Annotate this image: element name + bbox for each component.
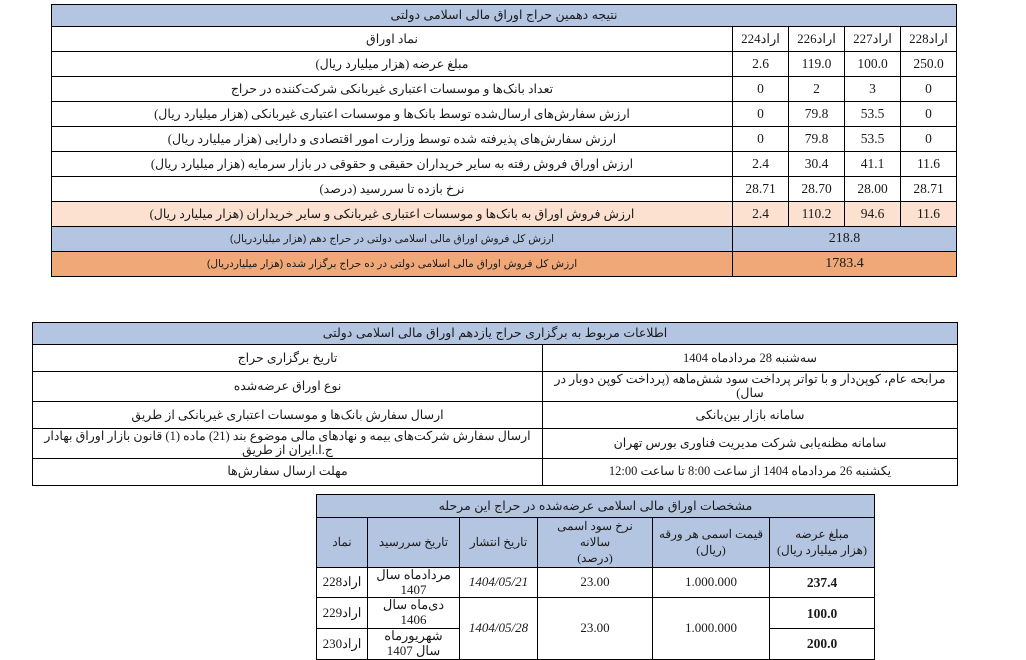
cell-value: 0 bbox=[901, 102, 957, 127]
table-row bbox=[51, 127, 956, 152]
bond-specs-table bbox=[316, 494, 875, 660]
cell-issue-date: 1404/05/21 bbox=[460, 567, 538, 598]
cell-value: 79.8 bbox=[789, 102, 845, 127]
cell-value: 2.6 bbox=[733, 52, 789, 77]
header-symbol: نماد bbox=[316, 518, 367, 568]
cell-value: 0 bbox=[733, 77, 789, 102]
table-row bbox=[316, 567, 874, 598]
cell-offer-amount: 100.0 bbox=[770, 598, 875, 629]
symbol-header-arad224: اراد224 bbox=[733, 27, 789, 52]
row-label: ارزش اوراق فروش رفته به سایر خریداران حقیقی و حقوقی در بازار سرمایه (هزار میلیارد ریال) bbox=[51, 152, 732, 177]
table-row bbox=[51, 52, 956, 77]
row-label: مبلغ عرضه (هزار میلیارد ریال) bbox=[51, 52, 732, 77]
cell-value: 53.5 bbox=[845, 127, 901, 152]
symbol-header-arad228: اراد228 bbox=[901, 27, 957, 52]
cell-value: 110.2 bbox=[789, 202, 845, 227]
cell-value: 30.4 bbox=[789, 152, 845, 177]
cell-value: 53.5 bbox=[845, 102, 901, 127]
bond-type-label: نوع اوراق عرضه‌شده bbox=[33, 372, 543, 402]
cell-symbol: اراد229 bbox=[316, 598, 367, 629]
bank-order-channel-value: سامانه بازار بین‌بانکی bbox=[543, 401, 958, 428]
auction-date-value: سه‌شنبه 28 مردادماه 1404 bbox=[543, 345, 958, 372]
cell-value: 0 bbox=[901, 127, 957, 152]
header-issue-date: تاریخ انتشار bbox=[460, 518, 538, 568]
table-row bbox=[316, 598, 874, 629]
table-row bbox=[51, 102, 956, 127]
cell-maturity-date: دی‌ماه سال 1406 bbox=[368, 598, 460, 629]
cell-coupon-rate: 23.00 bbox=[538, 567, 653, 598]
table-row bbox=[33, 345, 958, 372]
cell-value: 250.0 bbox=[901, 52, 957, 77]
cell-value: 28.71 bbox=[901, 177, 957, 202]
cell-value: 0 bbox=[733, 127, 789, 152]
cell-value: 3 bbox=[845, 77, 901, 102]
symbol-header-arad227: اراد227 bbox=[845, 27, 901, 52]
cell-value: 0 bbox=[733, 102, 789, 127]
row-label: ارزش فروش اوراق به بانک‌ها و موسسات اعتباری غیربانکی و سایر خریداران (هزار میلیارد ریال) bbox=[51, 202, 732, 227]
auction-result-title: نتیجه دهمین حراج اوراق مالی اسلامی دولتی bbox=[51, 5, 956, 27]
table-row bbox=[33, 428, 958, 458]
cell-value: 94.6 bbox=[845, 202, 901, 227]
table-row bbox=[51, 77, 956, 102]
table-row bbox=[51, 152, 956, 177]
table-row bbox=[316, 495, 874, 518]
cell-offer-amount: 200.0 bbox=[770, 629, 875, 660]
order-deadline-value: یکشنبه 26 مردادماه 1404 از ساعت 8:00 تا ساعت 12:00 bbox=[543, 458, 958, 485]
cell-offer-amount: 237.4 bbox=[770, 567, 875, 598]
auction-date-label: تاریخ برگزاری حراج bbox=[33, 345, 543, 372]
cell-maturity-date: مردادماه سال 1407 bbox=[368, 567, 460, 598]
table-row bbox=[51, 202, 956, 227]
cell-value: 28.71 bbox=[733, 177, 789, 202]
cell-symbol: اراد230 bbox=[316, 629, 367, 660]
header-face-value-line1: قیمت اسمی هر ورقه bbox=[658, 527, 764, 542]
table-row bbox=[33, 372, 958, 402]
cell-symbol: اراد228 bbox=[316, 567, 367, 598]
cell-value: 0 bbox=[901, 77, 957, 102]
cell-value: 2 bbox=[789, 77, 845, 102]
cell-coupon-rate: 23.00 bbox=[538, 598, 653, 660]
cell-face-value: 1.000.000 bbox=[653, 598, 770, 660]
header-coupon-rate bbox=[538, 518, 653, 568]
cell-face-value: 1.000.000 bbox=[653, 567, 770, 598]
cell-issue-date: 1404/05/28 bbox=[460, 598, 538, 660]
table-row bbox=[33, 458, 958, 485]
header-coupon-rate-line2: (درصد) bbox=[577, 551, 613, 566]
row-label: ارزش سفارش‌های ارسال‌شده توسط بانک‌ها و موسسات اعتباری غیربانکی (هزار میلیارد ریال) bbox=[51, 102, 732, 127]
row-label: نرخ بازده تا سررسید (درصد) bbox=[51, 177, 732, 202]
table-row bbox=[51, 27, 956, 52]
auction-result-table bbox=[51, 4, 957, 277]
symbol-header-arad226: اراد226 bbox=[789, 27, 845, 52]
auction-info-table bbox=[32, 322, 958, 486]
bond-specs-title: مشخصات اوراق مالی اسلامی عرضه‌شده در حراج این مرحله bbox=[316, 495, 874, 518]
cell-value: 100.0 bbox=[845, 52, 901, 77]
cell-value: 41.1 bbox=[845, 152, 901, 177]
cell-value: 2.4 bbox=[733, 202, 789, 227]
institution-order-channel-label: ارسال سفارش شرکت‌های بیمه و نهادهای مالی موضوع بند (21) ماده (1) قانون بازار اوراق بهادار ج.ا.ایران از طریق bbox=[33, 428, 543, 458]
cell-value: 11.6 bbox=[901, 152, 957, 177]
table-row bbox=[51, 5, 956, 27]
header-offer-amount bbox=[770, 518, 875, 568]
order-deadline-label: مهلت ارسال سفارش‌ها bbox=[33, 458, 543, 485]
header-face-value-line2: (ریال) bbox=[696, 543, 726, 558]
cell-value: 11.6 bbox=[901, 202, 957, 227]
cell-value: 28.70 bbox=[789, 177, 845, 202]
cell-value: 28.00 bbox=[845, 177, 901, 202]
bond-type-value: مرابحه عام، کوپن‌دار و با تواتر پرداخت سود شش‌ماهه (پرداخت کوپن دوبار در سال) bbox=[543, 372, 958, 402]
total-label-tenth-auction: ارزش کل فروش اوراق مالی اسلامی دولتی در حراج دهم (هزار میلیاردریال) bbox=[51, 227, 732, 252]
row-label: تعداد بانک‌ها و موسسات اعتباری غیربانکی شرکت‌کننده در حراج bbox=[51, 77, 732, 102]
table-row-total bbox=[51, 227, 956, 252]
cell-value: 119.0 bbox=[789, 52, 845, 77]
header-offer-amount-line1: مبلغ عرضه bbox=[795, 527, 849, 542]
header-offer-amount-line2: (هزار میلیارد ریال) bbox=[776, 543, 868, 558]
table-row bbox=[33, 401, 958, 428]
cell-value: 2.4 bbox=[733, 152, 789, 177]
table-row-total bbox=[51, 252, 956, 277]
cell-maturity-date: شهریورماه سال 1407 bbox=[368, 629, 460, 660]
total-value-tenth-auction: 218.8 bbox=[733, 227, 957, 252]
header-maturity-date: تاریخ سررسید bbox=[368, 518, 460, 568]
total-label-all-auctions: ارزش کل فروش اوراق مالی اسلامی دولتی در ده حراج برگزار شده (هزار میلیاردریال) bbox=[51, 252, 732, 277]
auction-info-title: اطلاعات مربوط به برگزاری حراج یازدهم اوراق مالی اسلامی دولتی bbox=[33, 323, 958, 345]
bank-order-channel-label: ارسال سفارش بانک‌ها و موسسات اعتباری غیربانکی از طریق bbox=[33, 401, 543, 428]
row-label: ارزش سفارش‌های پذیرفته شده توسط وزارت امور اقتصادی و دارایی (هزار میلیارد ریال) bbox=[51, 127, 732, 152]
total-value-all-auctions: 1783.4 bbox=[733, 252, 957, 277]
cell-value: 79.8 bbox=[789, 127, 845, 152]
symbol-row-label: نماد اوراق bbox=[51, 27, 732, 52]
institution-order-channel-value: سامانه مظنه‌یابی شرکت مدیریت فناوری بورس تهران bbox=[543, 428, 958, 458]
table-row-header bbox=[316, 518, 874, 568]
header-face-value bbox=[653, 518, 770, 568]
table-row bbox=[51, 177, 956, 202]
table-row bbox=[33, 323, 958, 345]
header-coupon-rate-line1: نرخ سود اسمی سالانه bbox=[557, 519, 633, 550]
